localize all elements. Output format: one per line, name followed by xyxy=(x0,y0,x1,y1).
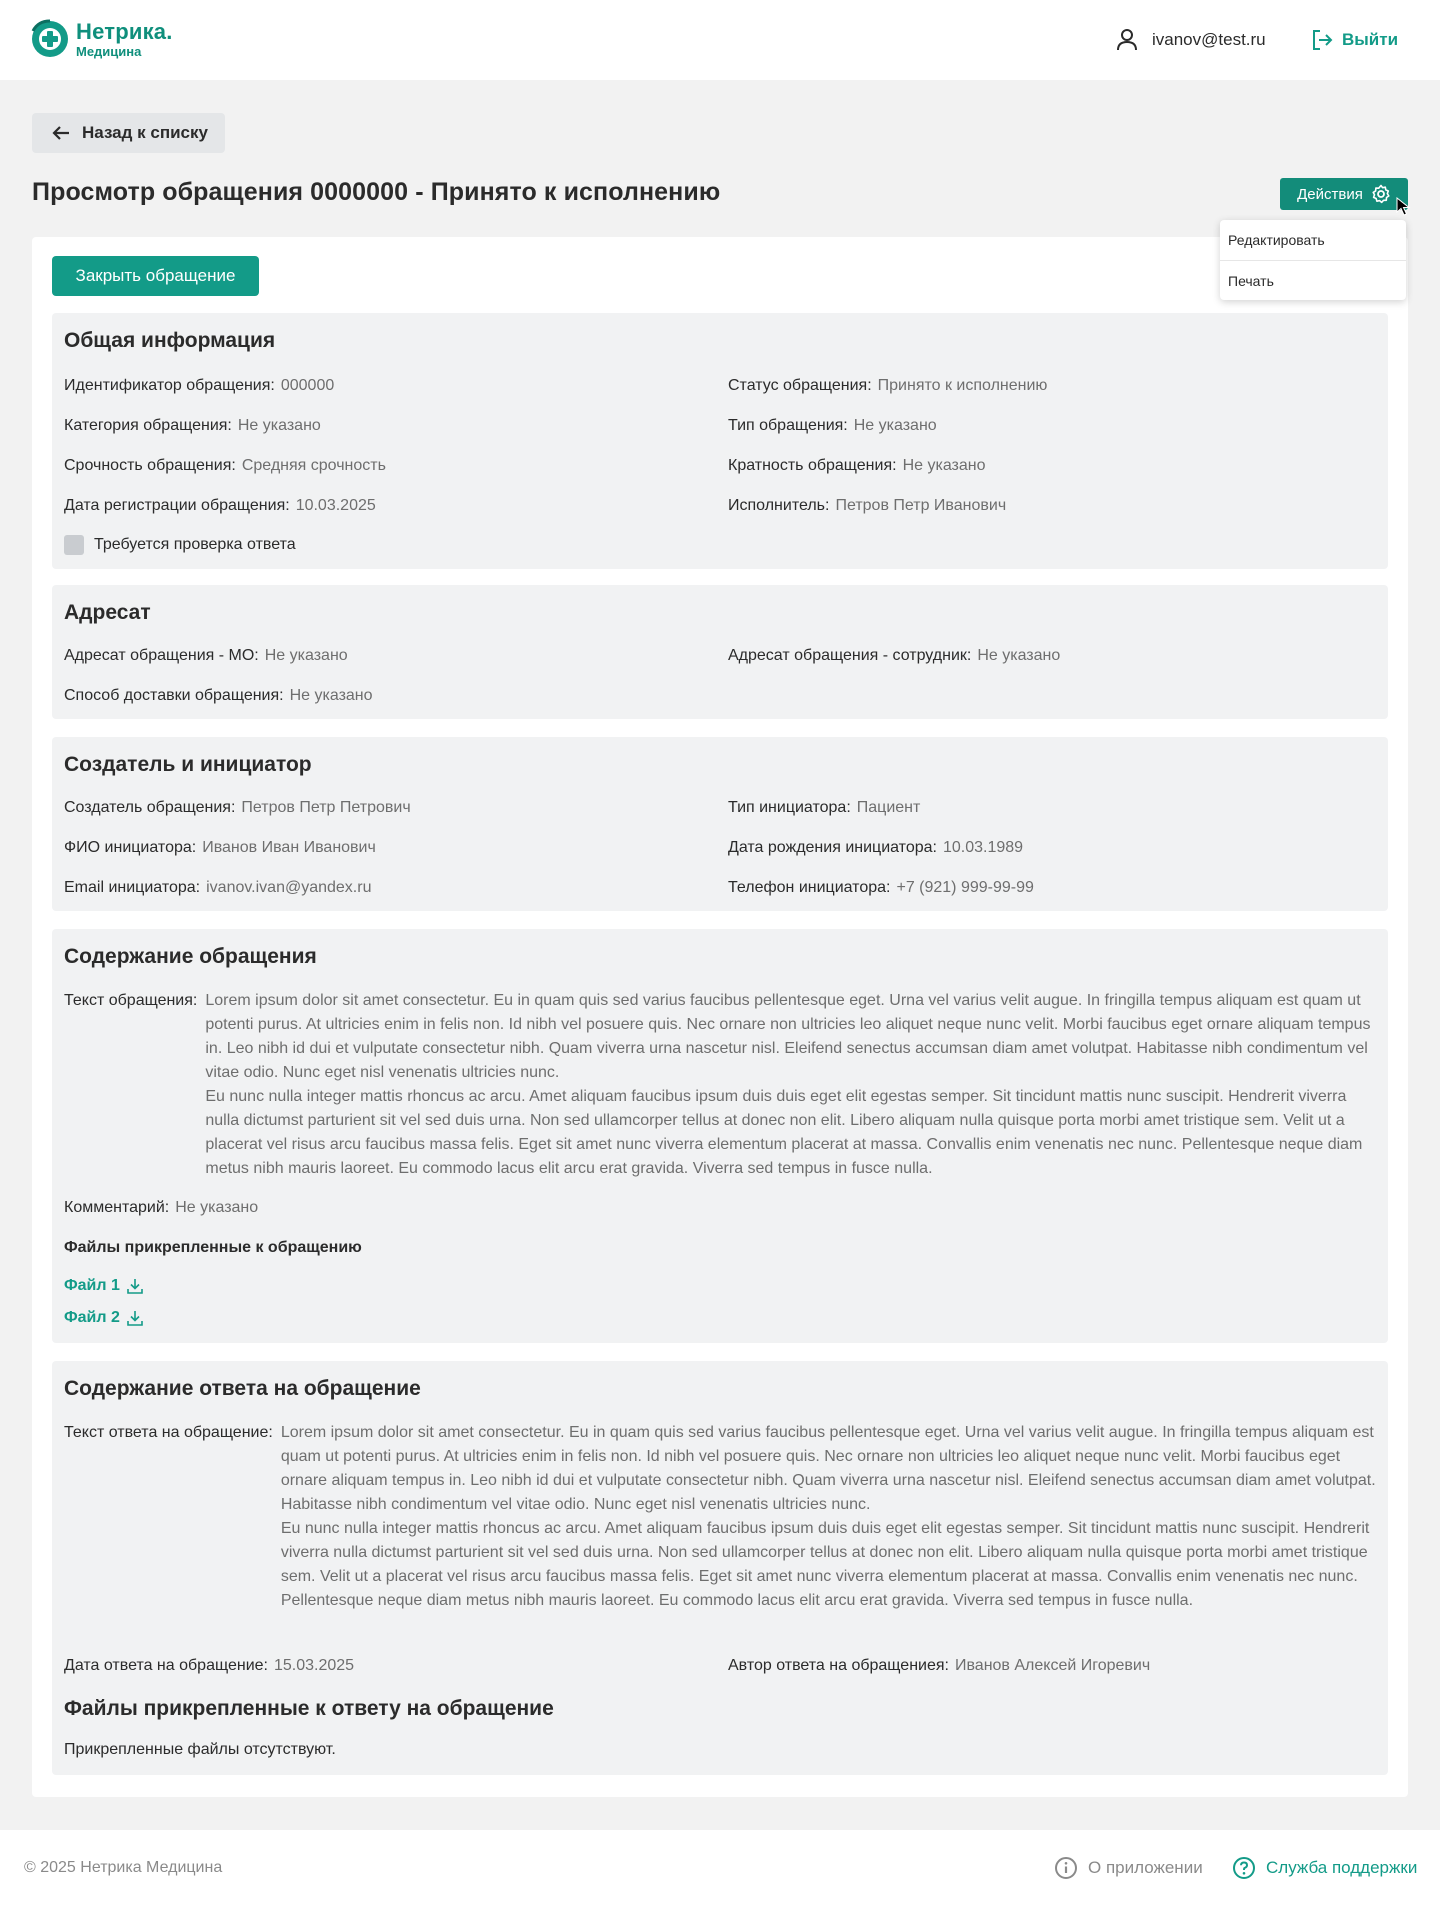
field-initiator-email: Email инициатора: ivanov.ivan@yandex.ru xyxy=(64,879,372,896)
file-link[interactable] xyxy=(64,1309,144,1327)
user-email: ivanov@test.ru xyxy=(1152,30,1266,49)
field-registration-date: Дата регистрации обращения: 10.03.2025 xyxy=(64,497,376,514)
mouse-cursor-icon xyxy=(1396,197,1412,217)
menu-item-edit[interactable]: Редактировать xyxy=(1228,232,1325,248)
field-urgency: Срочность обращения: Средняя срочность xyxy=(64,457,386,474)
section-title: Общая информация xyxy=(64,329,276,352)
answer-text-paragraph: Lorem ipsum dolor sit amet consectetur. Eu in quam quis sed varius faucibus pellentesque eget. Urna vel varius velit augue. In fringilla tempus aliquam est quam ut potenti purus. At ultricies enim in felis non. Id nibh vel posuere quis. Nec ornare non ultricies leo aliquet neque nunc velit. Morbi faucibus eget ornare aliquam tempus in. Leo nibh id dui et vulputate consectetur nibh. Quam viverra urna nascetur nisl. Eleifend senectus accumsan diam amet volutpat. Habitasse nibh condimentum vel vitae odio. Nunc eget nisl venenatis ultricies nunc. xyxy=(280,1424,1376,1513)
about-app-link[interactable] xyxy=(1054,1856,1203,1880)
field-comment: Комментарий: Не указано xyxy=(64,1199,259,1216)
copyright: © 2025 Нетрика Медицина xyxy=(24,1859,223,1876)
logo[interactable] xyxy=(30,18,173,60)
field-initiator-birthdate: Дата рождения инициатора: 10.03.1989 xyxy=(728,839,1024,856)
field-addressee-employee: Адресат обращения - сотрудник: Не указано xyxy=(728,647,1061,664)
logout-button[interactable] xyxy=(1310,26,1398,54)
brand-name: Нетрика. xyxy=(76,18,173,44)
field-category: Категория обращения: Не указано xyxy=(64,417,321,434)
answer-text-paragraph: Eu nunc nulla integer mattis rhoncus ac arcu. Amet aliquam faucibus ipsum duis duis eget elit egestas semper. Sit tincidunt mattis nunc suscipit. Hendrerit viverra nulla dictumst parturient sit vel sed duis urna. Non sed ullamcorper tellus at donec non elit. Libero aliquam nulla quisque porta morbi amet tristique sem. Velit ut a placerat vel risus arcu faucibus massa felis. Eget sit amet nunc viverra elementum placerat at massa. Convallis enim venenatis nec nunc. Pellentesque neque diam metus nibh mauris laoreet. Eu commodo lacus elit arcu erat gravida. Viverra sed tempus in fusce nulla. xyxy=(280,1520,1370,1609)
field-type: Тип обращения: Не указано xyxy=(728,417,937,434)
content-section xyxy=(52,929,1388,1343)
about-label: О приложении xyxy=(1088,1858,1203,1877)
logout-icon xyxy=(1310,28,1334,52)
file-name: Файл 1 xyxy=(64,1277,120,1294)
actions-label: Действия xyxy=(1297,185,1363,203)
field-answer-author: Автор ответа на обращениея: Иванов Алексей Игоревич xyxy=(728,1657,1151,1674)
section-title: Адресат xyxy=(64,601,151,624)
no-files-text: Прикрепленные файлы отсутствуют. xyxy=(64,1741,336,1758)
field-initiator-type: Тип инициатора: Пациент xyxy=(728,799,921,816)
check-required-label: Требуется проверка ответа xyxy=(94,536,296,553)
brand-subname: Медицина xyxy=(76,43,142,59)
back-to-list-button[interactable] xyxy=(32,113,225,153)
top-bar xyxy=(0,0,1440,80)
request-text-paragraph: Eu nunc nulla integer mattis rhoncus ac arcu. Amet aliquam faucibus ipsum duis duis eget elit egestas semper. Sit tincidunt mattis nunc suscipit. Hendrerit viverra nulla dictumst parturient sit vel sed duis urna. Non sed ullamcorper tellus at donec non elit. Libero aliquam nulla quisque porta morbi amet tristique sem. Velit ut a placerat vel risus arcu faucibus massa felis. Eget sit amet nunc viverra elementum placerat at massa. Convallis enim venenatis nec nunc. Pellentesque neque diam metus nibh mauris laoreet. Eu commodo lacus elit arcu erat gravida. Viverra sed tempus in fusce nulla. xyxy=(205,1088,1363,1177)
user-icon xyxy=(1116,28,1138,52)
info-icon xyxy=(1054,1856,1078,1880)
field-multiplicity: Кратность обращения: Не указано xyxy=(728,457,986,474)
field-executor: Исполнитель: Петров Петр Иванович xyxy=(728,497,1007,514)
section-title: Содержание ответа на обращение xyxy=(64,1377,421,1400)
field-request-id: Идентификатор обращения: 000000 xyxy=(64,377,335,394)
footer xyxy=(0,1830,1440,1908)
request-text-label: Текст обращения: xyxy=(64,992,198,1009)
request-text-block xyxy=(64,989,1376,1181)
logout-label: Выйти xyxy=(1342,30,1399,49)
file-name: Файл 2 xyxy=(64,1309,120,1326)
answer-text-block xyxy=(64,1421,1384,1613)
field-creator: Создатель обращения: Петров Петр Петрович xyxy=(64,799,411,816)
actions-button[interactable] xyxy=(1280,178,1408,210)
gear-icon xyxy=(1371,184,1391,204)
request-text-paragraph: Lorem ipsum dolor sit amet consectetur. Eu in quam quis sed varius faucibus pellentesque eget. Urna vel varius velit augue. In fringilla tempus aliquam est quam ut potenti purus. At ultricies enim in felis non. Id nibh vel posuere quis. Nec ornare non ultricies leo aliquet neque nunc velit. Morbi faucibus eget ornare aliquam tempus in. Leo nibh id dui et vulputate consectetur nibh. Quam viverra urna nascetur nisl. Eleifend senectus accumsan diam amet volutpat. Habitasse nibh condimentum vel vitae odio. Nunc eget nisl venenatis ultricies nunc. xyxy=(205,992,1371,1081)
help-icon xyxy=(1232,1856,1256,1880)
answer-section xyxy=(52,1361,1388,1775)
section-title: Содержание обращения xyxy=(64,945,317,968)
user-info[interactable] xyxy=(1116,26,1266,54)
general-info-section xyxy=(52,313,1388,569)
menu-item-print[interactable]: Печать xyxy=(1220,260,1406,300)
field-status: Статус обращения: Принято к исполнению xyxy=(728,377,1048,394)
field-initiator-phone: Телефон инициатора: +7 (921) 999-99-99 xyxy=(728,879,1034,896)
netrika-logo-icon xyxy=(30,19,70,59)
download-icon xyxy=(126,1277,144,1295)
back-label: Назад к списку xyxy=(82,123,208,142)
field-initiator-fio: ФИО инициатора: Иванов Иван Иванович xyxy=(64,839,376,856)
download-icon xyxy=(126,1309,144,1327)
field-delivery-method: Способ доставки обращения: Не указано xyxy=(64,687,373,704)
main-card xyxy=(32,237,1408,1797)
arrow-left-icon xyxy=(52,125,70,141)
page-title: Просмотр обращения 0000000 - Принято к исполнению xyxy=(32,178,721,206)
field-addressee-mo: Адресат обращения - МО: Не указано xyxy=(64,647,348,664)
support-link[interactable] xyxy=(1232,1856,1417,1880)
support-label: Служба поддержки xyxy=(1266,1858,1418,1877)
check-required-checkbox[interactable] xyxy=(64,535,84,555)
answer-files-title: Файлы прикрепленные к ответу на обращение xyxy=(64,1697,554,1720)
section-title: Создатель и инициатор xyxy=(64,753,312,776)
answer-text-label: Текст ответа на обращение: xyxy=(64,1424,273,1441)
check-required-row[interactable] xyxy=(64,535,296,555)
addressee-section xyxy=(52,585,1388,719)
attached-files-title: Файлы прикрепленные к обращению xyxy=(64,1239,362,1256)
close-request-button[interactable]: Закрыть обращение xyxy=(52,256,259,296)
creator-section xyxy=(52,737,1388,911)
file-link[interactable] xyxy=(64,1277,144,1295)
actions-dropdown-menu xyxy=(1220,220,1406,300)
field-answer-date: Дата ответа на обращение: 15.03.2025 xyxy=(64,1657,355,1674)
